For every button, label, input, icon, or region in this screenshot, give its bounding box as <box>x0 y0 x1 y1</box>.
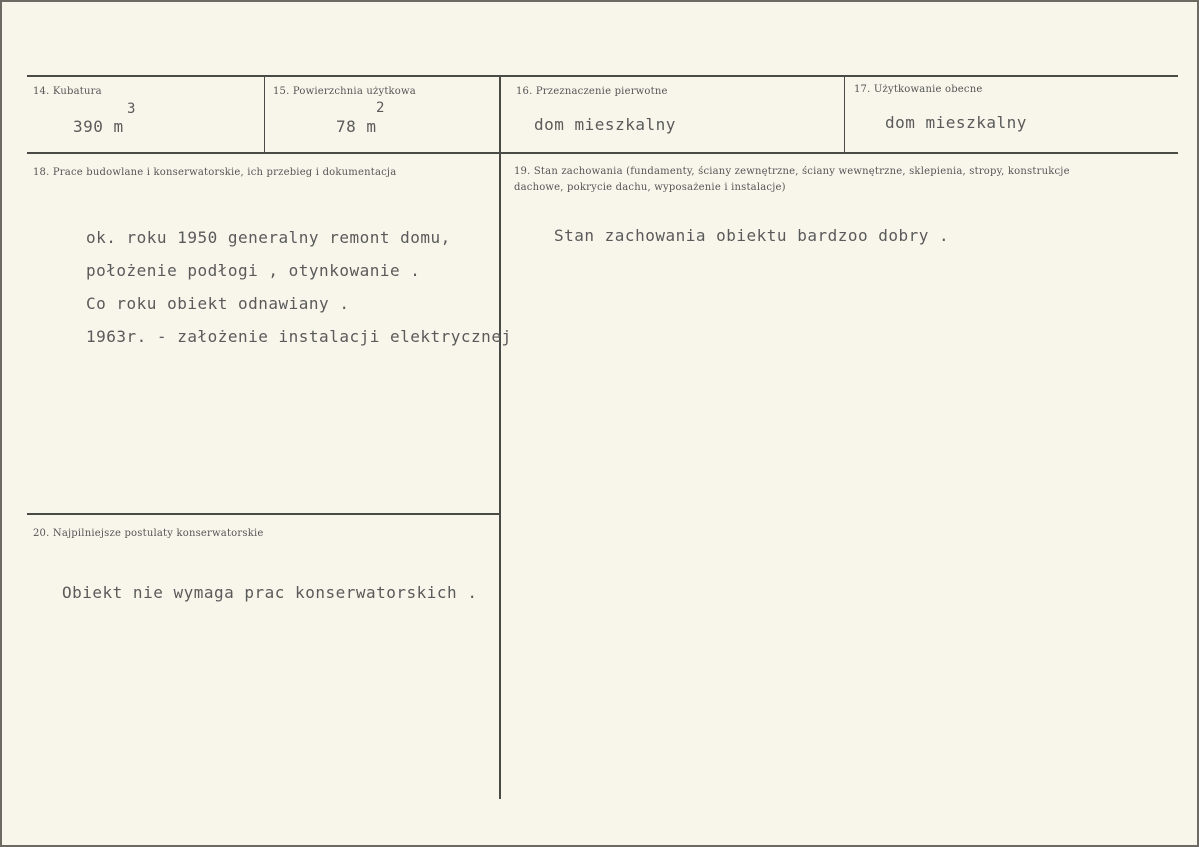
row-divider <box>27 152 1178 154</box>
field-15-label: 15. Powierzchnia użytkowa <box>273 86 416 97</box>
field-20-value: Obiekt nie wymaga prac konserwatorskich . <box>62 583 478 602</box>
field-15-value: 78 m <box>336 117 377 136</box>
field-20-label: 20. Najpilniejsze postulaty konserwatorskie <box>33 528 264 539</box>
field-17-value: dom mieszkalny <box>885 113 1027 132</box>
field-14-label: 14. Kubatura <box>33 86 102 97</box>
field-18-line-2: położenie podłogi , otynkowanie . <box>86 261 421 280</box>
field-19-value: Stan zachowania obiektu bardzoo dobry . <box>554 226 950 245</box>
field-18-label: 18. Prace budowlane i konserwatorskie, ich przebieg i dokumentacja <box>33 167 397 178</box>
top-rule <box>27 75 1178 77</box>
field-19-label: 19. Stan zachowania (fundamenty, ściany zewnętrzne, ściany wewnętrzne, sklepienia, stropy, konstrukcje dachowe, pokrycie dachu, wyposażenie i instalacje) <box>514 166 1070 193</box>
field-18-line-1: ok. roku 1950 generalny remont domu, <box>86 228 451 247</box>
column-divider-1 <box>264 77 265 153</box>
field-17-label: 17. Użytkowanie obecne <box>854 84 983 95</box>
column-divider-2 <box>499 77 501 799</box>
field-14-exponent: 3 <box>127 101 136 117</box>
column-divider-3 <box>844 77 845 153</box>
field-16-value: dom mieszkalny <box>534 115 676 134</box>
field-16-label: 16. Przeznaczenie pierwotne <box>516 86 668 97</box>
field-14-value: 390 m <box>73 117 124 136</box>
field-18-line-3: Co roku obiekt odnawiany . <box>86 294 350 313</box>
field-18-line-4: 1963r. - założenie instalacji elektrycznej <box>86 327 512 346</box>
section-divider <box>27 513 499 515</box>
field-15-exponent: 2 <box>376 100 385 116</box>
